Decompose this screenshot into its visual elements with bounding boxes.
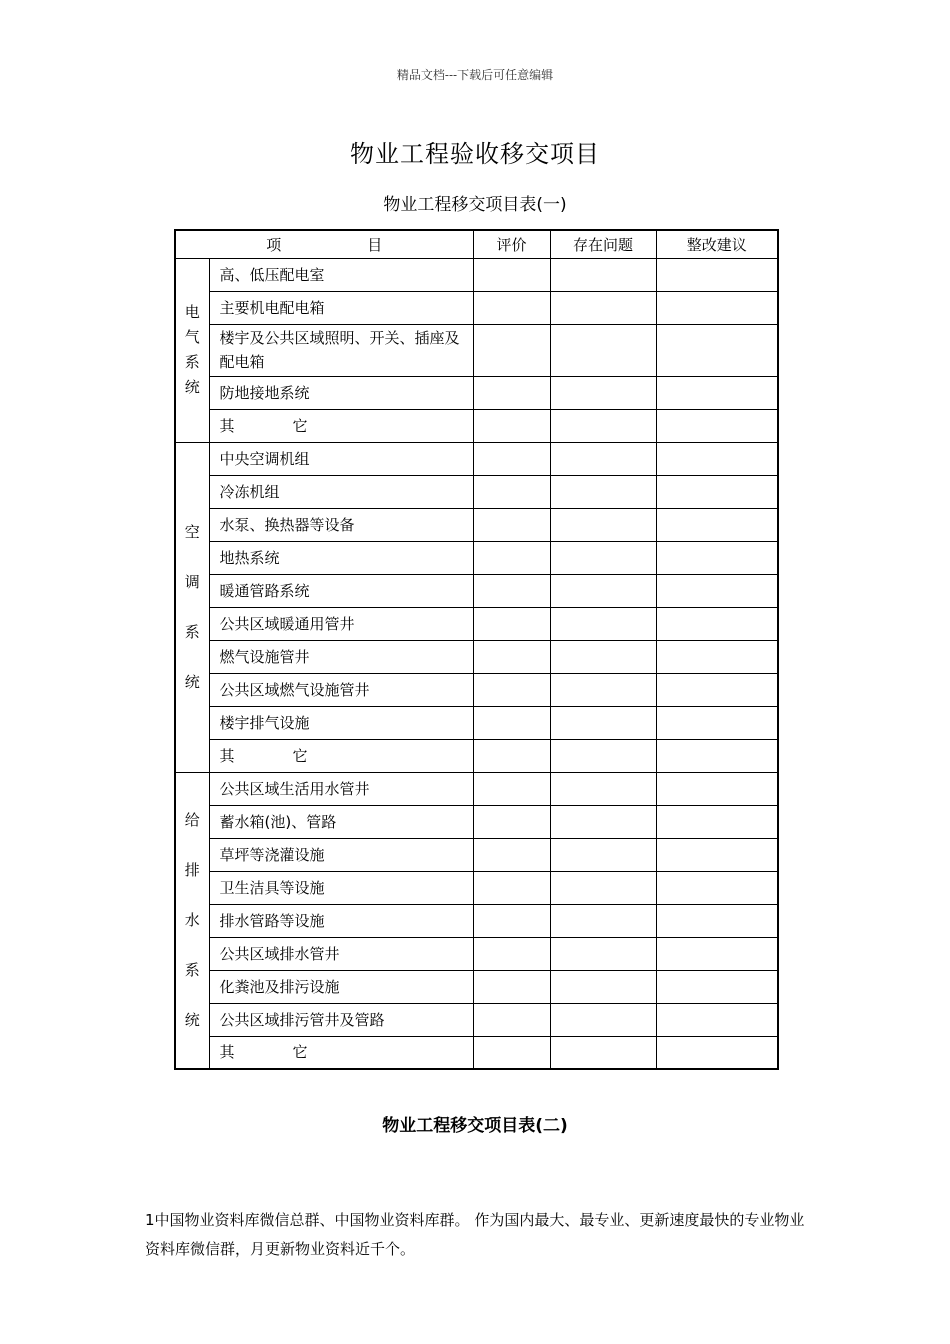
eval-cell[interactable]: [473, 376, 550, 409]
eval-cell[interactable]: [473, 409, 550, 442]
suggest-cell[interactable]: [656, 640, 778, 673]
item-label: 化粪池及排污设施: [209, 970, 473, 1003]
table-row: [175, 1003, 778, 1036]
category-electrical: 电 气 系 统: [175, 258, 209, 442]
item-label: 防地接地系统: [209, 376, 473, 409]
issues-cell[interactable]: [550, 640, 656, 673]
item-label: 高、低压配电室: [209, 258, 473, 291]
suggest-cell[interactable]: [656, 291, 778, 324]
eval-cell[interactable]: [473, 607, 550, 640]
suggest-cell[interactable]: [656, 706, 778, 739]
table-row: [175, 508, 778, 541]
item-label-other: 其 它: [209, 739, 473, 772]
header-eval: 评价: [473, 230, 550, 258]
issues-cell[interactable]: [550, 871, 656, 904]
issues-cell[interactable]: [550, 739, 656, 772]
item-label: 燃气设施管井: [209, 640, 473, 673]
table-row: [175, 442, 778, 475]
suggest-cell[interactable]: [656, 1036, 778, 1069]
table-row: [175, 937, 778, 970]
item-label: 蓄水箱(池)、管路: [209, 805, 473, 838]
item-label: 水泵、换热器等设备: [209, 508, 473, 541]
suggest-cell[interactable]: [656, 739, 778, 772]
table-row: [175, 574, 778, 607]
suggest-cell[interactable]: [656, 673, 778, 706]
eval-cell[interactable]: [473, 805, 550, 838]
table2-title: 物业工程移交项目表(二): [382, 1116, 568, 1136]
issues-cell[interactable]: [550, 541, 656, 574]
table-row: [175, 904, 778, 937]
table1-title: 物业工程移交项目表(一): [383, 195, 567, 215]
eval-cell[interactable]: [473, 772, 550, 805]
suggest-cell[interactable]: [656, 541, 778, 574]
issues-cell[interactable]: [550, 607, 656, 640]
suggest-cell[interactable]: [656, 574, 778, 607]
suggest-cell[interactable]: [656, 904, 778, 937]
issues-cell[interactable]: [550, 508, 656, 541]
eval-cell[interactable]: [473, 1036, 550, 1069]
category-hvac: 空 调 系 统: [175, 442, 209, 772]
handover-table: [174, 229, 779, 1070]
item-label: 排水管路等设施: [209, 904, 473, 937]
eval-cell[interactable]: [473, 739, 550, 772]
suggest-cell[interactable]: [656, 937, 778, 970]
table-row: [175, 871, 778, 904]
header-issues: 存在问题: [550, 230, 656, 258]
suggest-cell[interactable]: [656, 871, 778, 904]
item-label: 地热系统: [209, 541, 473, 574]
table-row: [175, 673, 778, 706]
item-label: 公共区域排污管井及管路: [209, 1003, 473, 1036]
item-label: 主要机电配电箱: [209, 291, 473, 324]
item-label: 暖通管路系统: [209, 574, 473, 607]
issues-cell[interactable]: [550, 805, 656, 838]
page-watermark: 精品文档---下载后可任意编辑: [396, 68, 554, 82]
table-row: [175, 324, 778, 376]
table-row: [175, 1036, 778, 1069]
footer-note: 1中国物业资料库微信总群、中国物业资料库群。 作为国内最大、最专业、更新速度最快的专业物业资料库微信群，月更新物业资料近千个。: [145, 1211, 805, 1258]
item-label: 冷冻机组: [209, 475, 473, 508]
table-header-row: [175, 230, 778, 258]
issues-cell[interactable]: [550, 475, 656, 508]
issues-cell[interactable]: [550, 838, 656, 871]
suggest-cell[interactable]: [656, 475, 778, 508]
issues-cell[interactable]: [550, 324, 656, 376]
suggest-cell[interactable]: [656, 258, 778, 291]
issues-cell[interactable]: [550, 937, 656, 970]
suggest-cell[interactable]: [656, 1003, 778, 1036]
table-row: [175, 607, 778, 640]
document-title: 物业工程验收移交项目: [350, 140, 600, 168]
header-item: 项 目: [175, 230, 473, 258]
eval-cell[interactable]: [473, 871, 550, 904]
eval-cell[interactable]: [473, 706, 550, 739]
item-label: 公共区域排水管井: [209, 937, 473, 970]
table-row: [175, 258, 778, 291]
eval-cell[interactable]: [473, 838, 550, 871]
issues-cell[interactable]: [550, 772, 656, 805]
suggest-cell[interactable]: [656, 324, 778, 376]
eval-cell[interactable]: [473, 324, 550, 376]
issues-cell[interactable]: [550, 904, 656, 937]
table-row: [175, 838, 778, 871]
eval-cell[interactable]: [473, 640, 550, 673]
item-label: 公共区域生活用水管井: [209, 772, 473, 805]
item-label-other: 其 它: [209, 409, 473, 442]
table-row: [175, 739, 778, 772]
item-label: 卫生洁具等设施: [209, 871, 473, 904]
eval-cell[interactable]: [473, 541, 550, 574]
header-suggest: 整改建议: [656, 230, 778, 258]
suggest-cell[interactable]: [656, 376, 778, 409]
category-water: 给 排 水 系 统: [175, 772, 209, 1069]
item-label: 中央空调机组: [209, 442, 473, 475]
suggest-cell[interactable]: [656, 838, 778, 871]
eval-cell[interactable]: [473, 937, 550, 970]
suggest-cell[interactable]: [656, 772, 778, 805]
suggest-cell[interactable]: [656, 805, 778, 838]
issues-cell[interactable]: [550, 574, 656, 607]
item-label: 草坪等浇灌设施: [209, 838, 473, 871]
eval-cell[interactable]: [473, 1003, 550, 1036]
item-label: 公共区域燃气设施管井: [209, 673, 473, 706]
item-label: 楼宇及公共区域照明、开关、插座及配电箱: [209, 324, 473, 376]
suggest-cell[interactable]: [656, 442, 778, 475]
issues-cell[interactable]: [550, 376, 656, 409]
eval-cell[interactable]: [473, 442, 550, 475]
eval-cell[interactable]: [473, 258, 550, 291]
issues-cell[interactable]: [550, 442, 656, 475]
table-row: [175, 291, 778, 324]
eval-cell[interactable]: [473, 970, 550, 1003]
eval-cell[interactable]: [473, 475, 550, 508]
eval-cell[interactable]: [473, 673, 550, 706]
item-label: 楼宇排气设施: [209, 706, 473, 739]
table-row: [175, 376, 778, 409]
eval-cell[interactable]: [473, 508, 550, 541]
table-row: [175, 541, 778, 574]
table-row: [175, 805, 778, 838]
issues-cell[interactable]: [550, 1036, 656, 1069]
issues-cell[interactable]: [550, 673, 656, 706]
table-row: [175, 772, 778, 805]
table-row: [175, 640, 778, 673]
issues-cell[interactable]: [550, 291, 656, 324]
issues-cell[interactable]: [550, 1003, 656, 1036]
suggest-cell[interactable]: [656, 970, 778, 1003]
issues-cell[interactable]: [550, 258, 656, 291]
eval-cell[interactable]: [473, 904, 550, 937]
suggest-cell[interactable]: [656, 607, 778, 640]
table-row: [175, 475, 778, 508]
item-label: 公共区域暖通用管井: [209, 607, 473, 640]
table-row: [175, 970, 778, 1003]
suggest-cell[interactable]: [656, 508, 778, 541]
table-row: [175, 409, 778, 442]
issues-cell[interactable]: [550, 970, 656, 1003]
suggest-cell[interactable]: [656, 409, 778, 442]
issues-cell[interactable]: [550, 706, 656, 739]
item-label-other: 其 它: [209, 1036, 473, 1069]
eval-cell[interactable]: [473, 291, 550, 324]
eval-cell[interactable]: [473, 574, 550, 607]
table-row: [175, 706, 778, 739]
issues-cell[interactable]: [550, 409, 656, 442]
